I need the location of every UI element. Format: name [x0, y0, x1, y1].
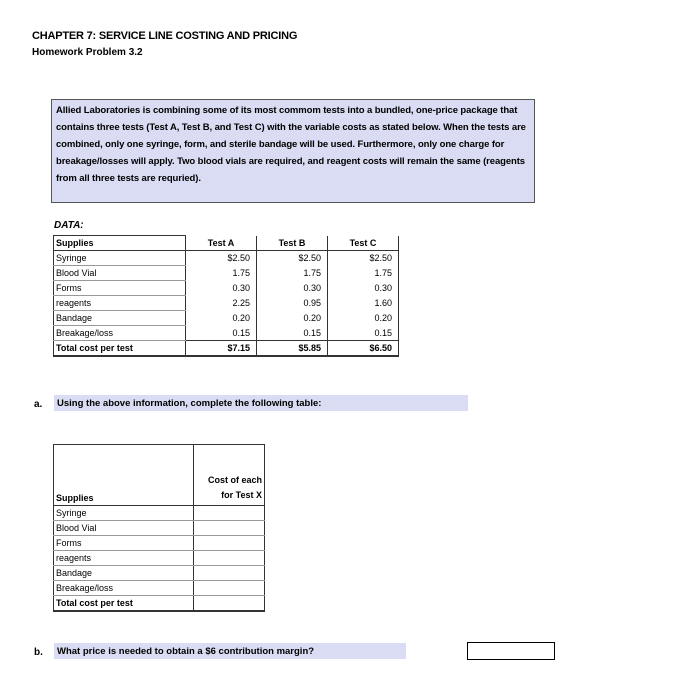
data-cell-label[interactable]: Syringe — [54, 251, 186, 266]
answer-row-bandage — [54, 566, 265, 581]
data-cell[interactable]: 1.75 — [328, 266, 399, 281]
question-a-letter: a. — [34, 399, 43, 410]
data-cell-label[interactable]: Breakage/loss — [54, 326, 186, 341]
data-cell[interactable]: $2.50 — [257, 251, 328, 266]
answer-input-cell[interactable] — [194, 581, 265, 596]
answer-row-label[interactable]: Syringe — [54, 506, 194, 521]
answer-row-syringe — [54, 506, 265, 521]
data-cell[interactable]: 0.20 — [328, 311, 399, 326]
data-cell[interactable]: 1.75 — [257, 266, 328, 281]
answer-total-label[interactable]: Total cost per test — [54, 596, 194, 612]
answer-header-supplies: Supplies — [54, 445, 194, 506]
answer-input-cell[interactable] — [194, 551, 265, 566]
data-cell[interactable]: 0.30 — [186, 281, 257, 296]
answer-row-label[interactable]: Forms — [54, 536, 194, 551]
data-total-label[interactable]: Total cost per test — [54, 341, 186, 357]
question-a-text: Using the above information, complete the following table: — [57, 398, 322, 409]
answer-header-row — [54, 445, 265, 506]
answer-input-cell[interactable] — [194, 536, 265, 551]
answer-row-reagents — [54, 551, 265, 566]
data-row-blood-vial — [54, 266, 399, 281]
answer-row-blood-vial — [54, 521, 265, 536]
answer-input-cell[interactable] — [194, 566, 265, 581]
data-cell-label[interactable]: Forms — [54, 281, 186, 296]
data-table — [53, 235, 399, 357]
data-cell[interactable]: 0.95 — [257, 296, 328, 311]
data-header-test-c: Test C — [328, 236, 399, 251]
data-cell[interactable]: 0.15 — [257, 326, 328, 341]
data-total-cell[interactable]: $5.85 — [257, 341, 328, 357]
answer-row-label[interactable]: Bandage — [54, 566, 194, 581]
data-cell-label[interactable]: reagents — [54, 296, 186, 311]
answer-input-cell[interactable] — [194, 506, 265, 521]
data-total-cell[interactable]: $7.15 — [186, 341, 257, 357]
data-cell[interactable]: 0.15 — [186, 326, 257, 341]
page-title: CHAPTER 7: SERVICE LINE COSTING AND PRICING — [32, 30, 298, 42]
data-cell-label[interactable]: Blood Vial — [54, 266, 186, 281]
data-row-total — [54, 341, 399, 357]
problem-statement: Allied Laboratories is combining some of its most commom tests into a bundled, one-price package that contains three tests (Test A, Test B, and Test C) with the variable costs as stated below. When the tests are combined, only one syringe, form, and sterile bandage will be used. Furthermore, only one charge for breakage/losses will apply. Two blood vials are required, and reagent costs will remain the same (reagents from all three tests are requried). — [51, 99, 535, 203]
data-header-supplies: Supplies — [54, 236, 186, 251]
data-cell[interactable]: 2.25 — [186, 296, 257, 311]
answer-row-total — [54, 596, 265, 612]
data-row-bandage — [54, 311, 399, 326]
answer-row-forms — [54, 536, 265, 551]
answer-row-label[interactable]: Blood Vial — [54, 521, 194, 536]
page-subtitle: Homework Problem 3.2 — [32, 47, 143, 58]
answer-header-cost — [194, 445, 265, 506]
answer-input-cell[interactable] — [194, 521, 265, 536]
question-b-letter: b. — [34, 647, 43, 658]
data-row-syringe — [54, 251, 399, 266]
answer-table — [53, 444, 265, 612]
data-total-cell[interactable]: $6.50 — [328, 341, 399, 357]
answer-row-breakage — [54, 581, 265, 596]
data-cell[interactable]: 0.30 — [328, 281, 399, 296]
answer-total-input-cell[interactable] — [194, 596, 265, 612]
data-header-test-b: Test B — [257, 236, 328, 251]
data-header-test-a: Test A — [186, 236, 257, 251]
question-b-answer-box[interactable] — [467, 642, 555, 660]
data-cell[interactable]: $2.50 — [328, 251, 399, 266]
data-cell[interactable]: 0.15 — [328, 326, 399, 341]
data-cell[interactable]: 0.20 — [257, 311, 328, 326]
data-cell[interactable]: 1.75 — [186, 266, 257, 281]
answer-header-line1: Cost of each — [207, 475, 262, 485]
answer-row-label[interactable]: reagents — [54, 551, 194, 566]
data-table-header-row — [54, 236, 399, 251]
data-cell[interactable]: 0.30 — [257, 281, 328, 296]
data-cell-label[interactable]: Bandage — [54, 311, 186, 326]
answer-header-line2: for Test X — [221, 490, 262, 500]
answer-row-label[interactable]: Breakage/loss — [54, 581, 194, 596]
data-row-reagents — [54, 296, 399, 311]
data-cell[interactable]: 1.60 — [328, 296, 399, 311]
data-label: DATA: — [54, 220, 84, 231]
data-row-breakage — [54, 326, 399, 341]
data-cell[interactable]: 0.20 — [186, 311, 257, 326]
question-b-text: What price is needed to obtain a $6 contribution margin? — [57, 646, 315, 657]
data-row-forms — [54, 281, 399, 296]
data-cell[interactable]: $2.50 — [186, 251, 257, 266]
